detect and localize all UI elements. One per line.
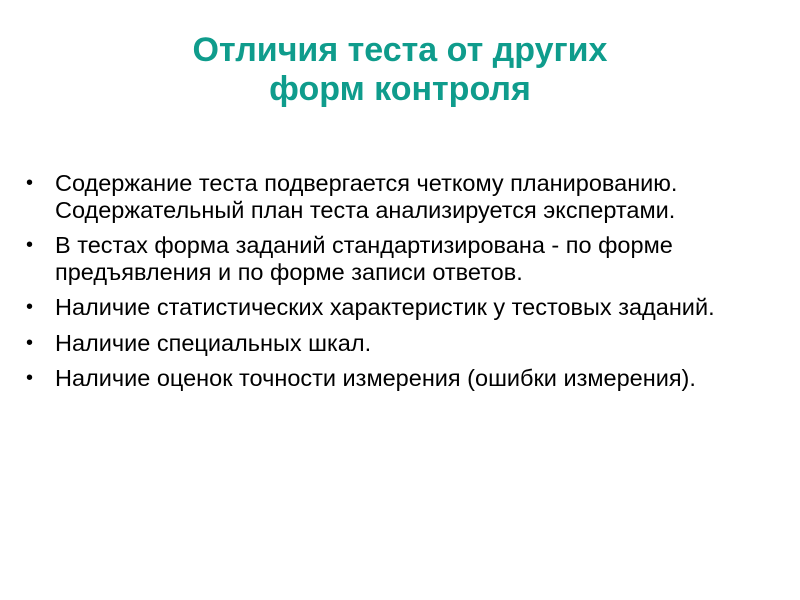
bullet-text: Наличие оценок точности измерения (ошибки измерения). <box>55 365 696 391</box>
bullet-dot-icon: • <box>26 234 34 256</box>
bullet-text: Наличие статистических характеристик у тестовых заданий. <box>55 294 715 320</box>
slide-title-line-2: форм контроля <box>269 70 531 108</box>
slide-title-line-1: Отличия теста от других <box>192 31 608 69</box>
slide-title <box>0 31 800 109</box>
bullet-item-standardized-form <box>0 232 745 285</box>
bullet-dot-icon: • <box>26 296 34 318</box>
bullet-item-test-planning <box>0 170 745 223</box>
bullet-text: В тестах форма заданий стандартизирована - по форме предъявления и по форме записи ответов. <box>55 232 673 285</box>
bullet-item-measurement-accuracy <box>0 365 745 392</box>
bullet-dot-icon: • <box>26 172 34 194</box>
bullet-dot-icon: • <box>26 367 34 389</box>
bullet-item-special-scales <box>0 330 745 357</box>
bullet-text: Содержание теста подвергается четкому планированию. Содержательный план теста анализируется экспертами. <box>55 170 678 223</box>
bullet-item-statistical-characteristics <box>0 294 745 321</box>
bullet-text: Наличие специальных шкал. <box>55 329 372 356</box>
bullet-list <box>0 170 800 401</box>
bullet-dot-icon: • <box>26 331 34 354</box>
